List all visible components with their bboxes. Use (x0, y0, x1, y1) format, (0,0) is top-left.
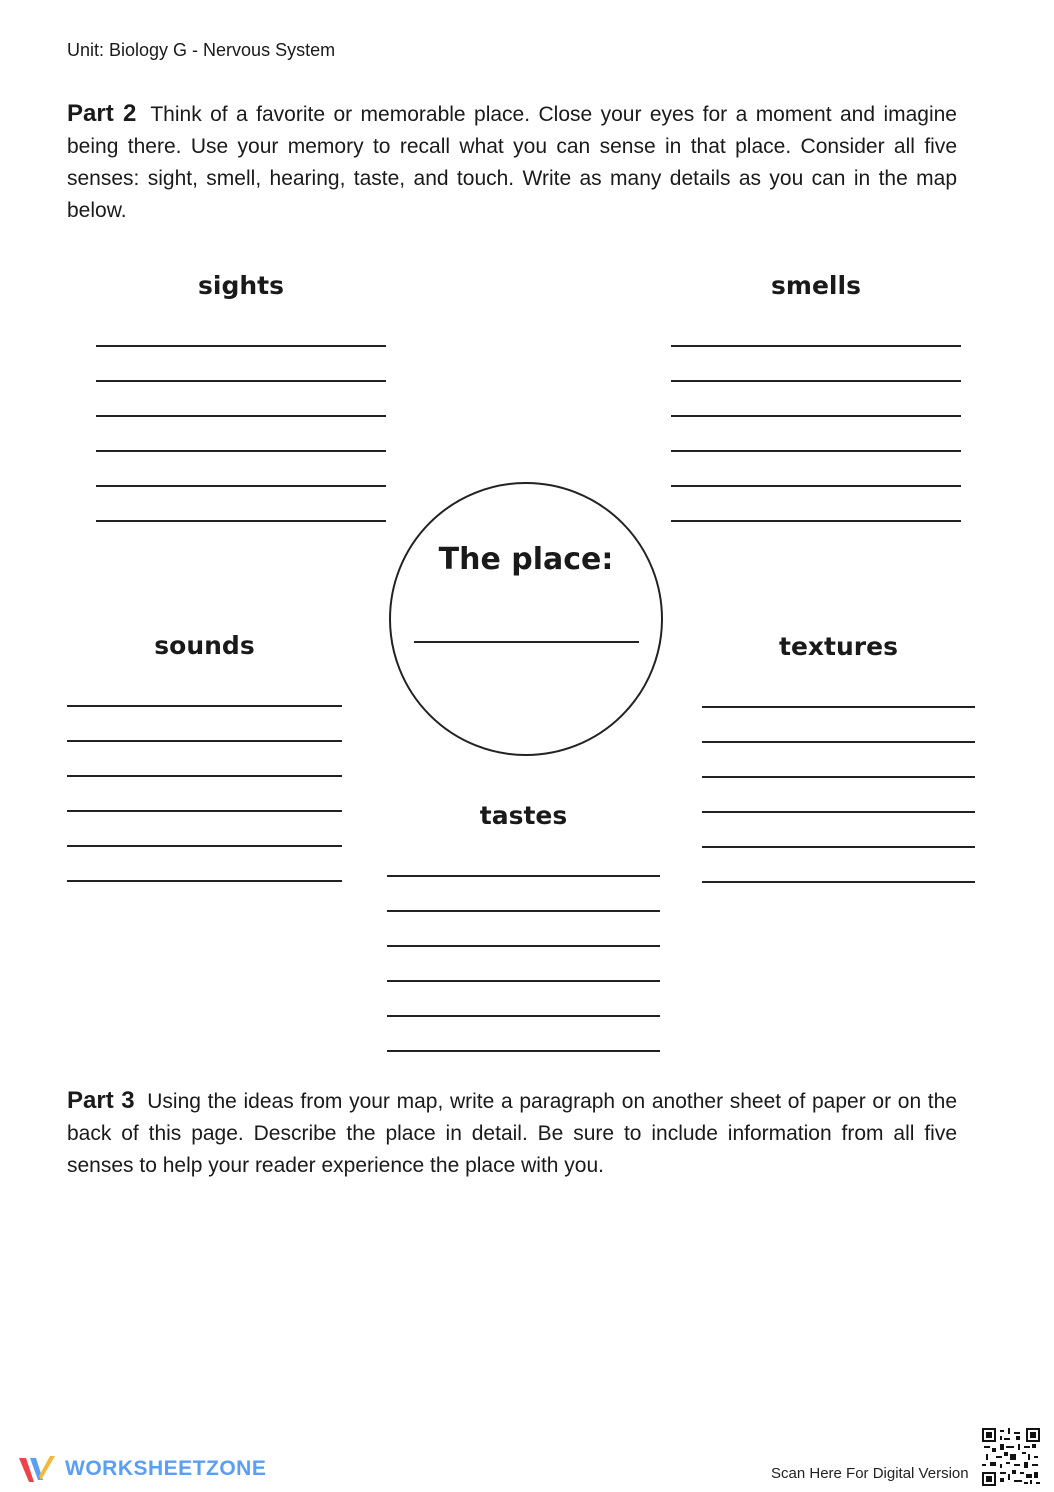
write-line[interactable] (702, 743, 975, 778)
write-line[interactable] (702, 813, 975, 848)
place-write-line[interactable] (414, 641, 639, 643)
tastes-title: tastes (479, 801, 568, 830)
write-line[interactable] (702, 848, 975, 883)
write-line[interactable] (96, 382, 386, 417)
worksheetzone-logo-icon (17, 1452, 59, 1486)
write-line[interactable] (671, 487, 961, 522)
sights-section (96, 266, 386, 522)
scan-caption: Scan Here For Digital Version (771, 1465, 969, 1482)
sounds-section (67, 626, 342, 882)
textures-lines (702, 673, 975, 883)
smells-section (671, 266, 961, 522)
write-line[interactable] (387, 842, 660, 877)
write-line[interactable] (67, 742, 342, 777)
write-line[interactable] (67, 707, 342, 742)
brand-logo-group[interactable] (17, 1452, 266, 1486)
write-line[interactable] (702, 778, 975, 813)
place-circle (389, 482, 663, 756)
textures-title: textures (779, 632, 898, 661)
write-line[interactable] (387, 947, 660, 982)
part-2-text: Think of a favorite or memorable place. Close your eyes for a moment and imagine being there. Use your memory to recall what you can sense in that place. Consider all five senses: sight, smell, hearing, taste, and touch. Write as many details as you can in the map below. (67, 103, 957, 222)
part-3-instructions (67, 1085, 957, 1182)
place-title: The place: (438, 542, 614, 577)
write-line[interactable] (387, 877, 660, 912)
write-line[interactable] (67, 777, 342, 812)
part-2-label: Part 2 (67, 100, 137, 127)
smells-lines (671, 312, 961, 522)
sights-lines (96, 312, 386, 522)
write-line[interactable] (67, 672, 342, 707)
part-3-text: Using the ideas from your map, write a paragraph on another sheet of paper or on the back of this page. Describe the place in detail. Be sure to include information from all five senses to help your reader experience the place with you. (67, 1090, 957, 1177)
write-line[interactable] (671, 452, 961, 487)
tastes-section (387, 796, 660, 1052)
part-2-instructions (67, 98, 957, 227)
write-line[interactable] (387, 912, 660, 947)
write-line[interactable] (702, 708, 975, 743)
unit-header: Unit: Biology G - Nervous System (67, 40, 336, 60)
smells-title: smells (771, 271, 861, 300)
write-line[interactable] (96, 312, 386, 347)
qr-code-icon[interactable] (982, 1428, 1040, 1486)
tastes-lines (387, 842, 660, 1052)
textures-section (702, 627, 975, 883)
sights-title: sights (198, 271, 284, 300)
write-line[interactable] (96, 452, 386, 487)
write-line[interactable] (387, 982, 660, 1017)
write-line[interactable] (671, 417, 961, 452)
brand-name: WORKSHEETZONE (65, 1457, 267, 1480)
part-3-label: Part 3 (67, 1087, 135, 1114)
write-line[interactable] (671, 382, 961, 417)
write-line[interactable] (387, 1017, 660, 1052)
write-line[interactable] (96, 487, 386, 522)
write-line[interactable] (671, 312, 961, 347)
write-line[interactable] (671, 347, 961, 382)
write-line[interactable] (96, 347, 386, 382)
sounds-title: sounds (154, 631, 255, 660)
write-line[interactable] (67, 812, 342, 847)
sounds-lines (67, 672, 342, 882)
write-line[interactable] (702, 673, 975, 708)
write-line[interactable] (67, 847, 342, 882)
write-line[interactable] (96, 417, 386, 452)
